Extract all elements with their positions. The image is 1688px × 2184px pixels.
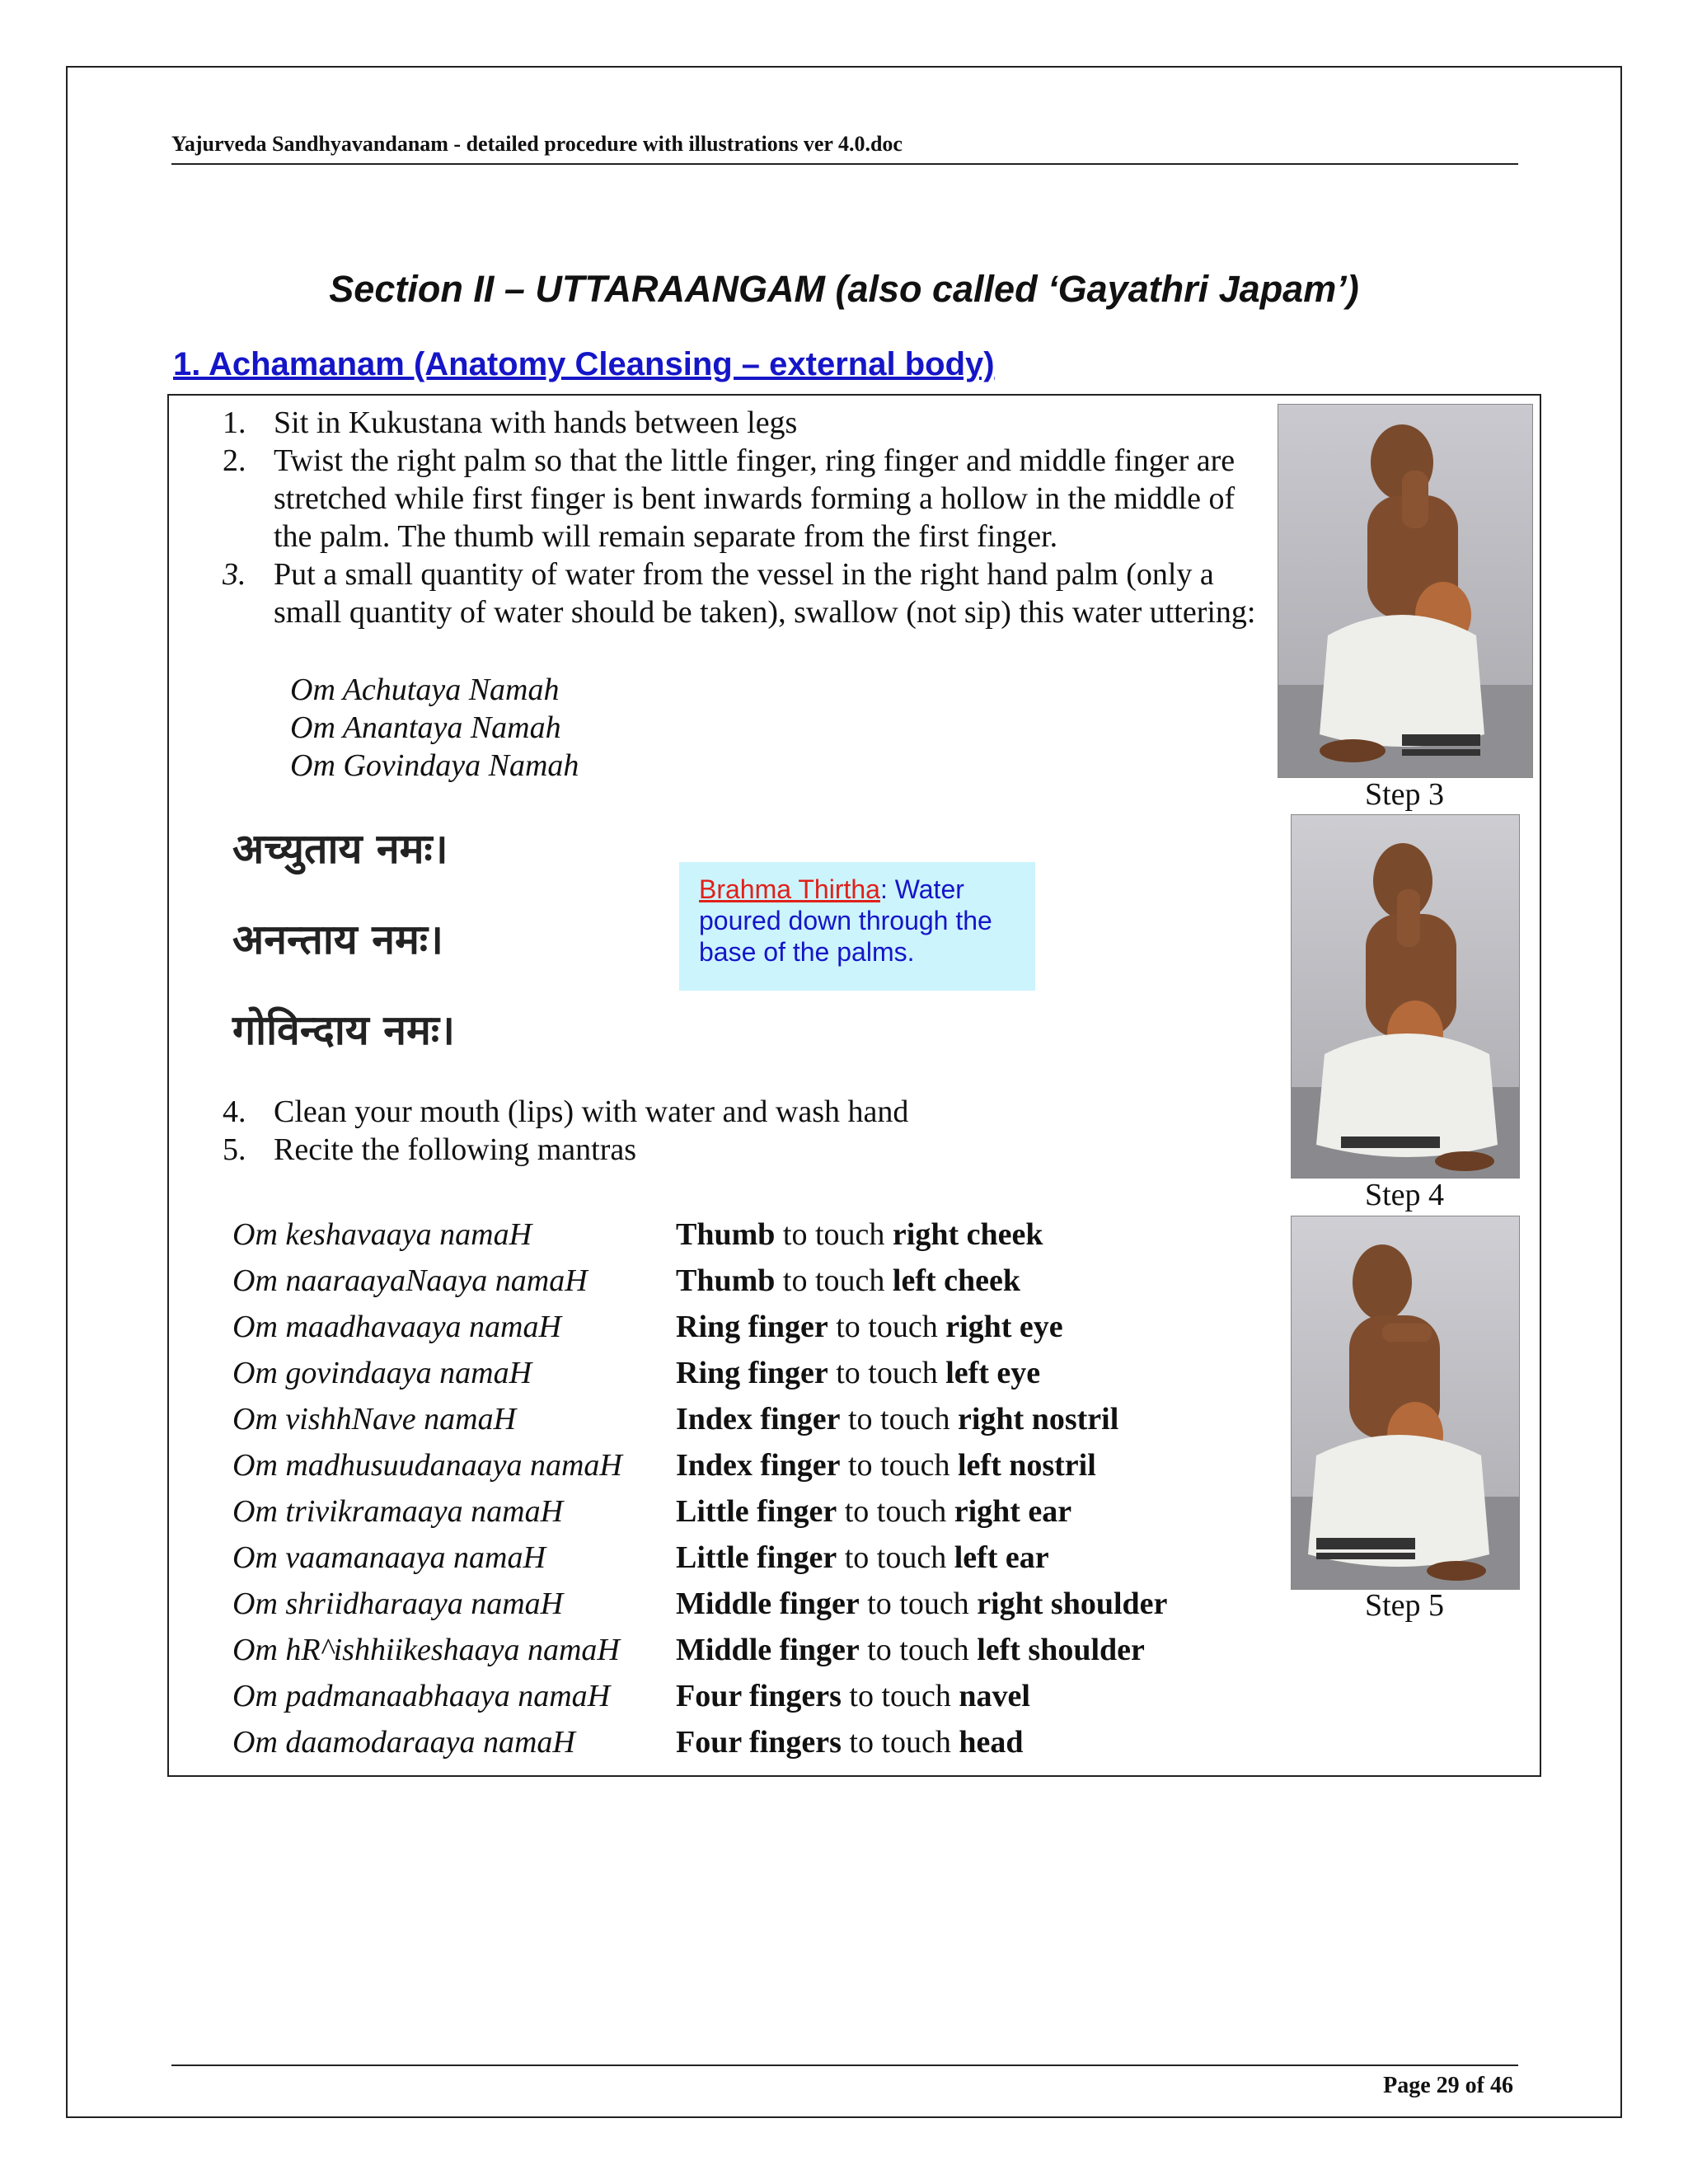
touch-verb: to touch xyxy=(840,1402,958,1436)
touch-finger: Thumb xyxy=(676,1263,776,1298)
touch-verb: to touch xyxy=(859,1586,978,1621)
touch-action xyxy=(676,1447,1096,1483)
table-row xyxy=(232,1258,1167,1304)
table-row xyxy=(232,1304,1167,1350)
mantra-line: Om Achutaya Namah xyxy=(290,673,560,707)
table-row xyxy=(232,1488,1167,1535)
section-title: Section II – UTTARAANGAM (also called ‘Gayathri Japam’) xyxy=(329,268,1359,310)
steps-list-later xyxy=(223,1093,908,1169)
touch-mantra: Om trivikramaaya namaH xyxy=(232,1494,564,1529)
devanagari-mantra: अनन्ताय नमः। xyxy=(232,916,443,963)
touch-action xyxy=(676,1355,1040,1391)
step-item xyxy=(223,555,1269,631)
mantra-list xyxy=(290,671,579,785)
touch-action xyxy=(676,1263,1020,1299)
touch-action xyxy=(676,1216,1043,1253)
touch-action xyxy=(676,1540,1049,1576)
step-number: 5. xyxy=(223,1132,246,1167)
step-text: Sit in Kukustana with hands between legs xyxy=(274,405,798,440)
touch-target: right eye xyxy=(945,1310,1063,1344)
step-5-photo xyxy=(1291,1216,1520,1590)
touch-finger: Little finger xyxy=(676,1540,837,1575)
person-illustration-icon xyxy=(1292,815,1519,1178)
touch-finger: Middle finger xyxy=(676,1633,860,1667)
touch-mantra: Om madhusuudanaaya namaH xyxy=(232,1448,622,1483)
step-3-photo xyxy=(1278,404,1533,778)
touch-action xyxy=(676,1401,1118,1437)
touch-verb: to touch xyxy=(841,1679,959,1713)
step-text: Clean your mouth (lips) with water and wash hand xyxy=(274,1094,909,1129)
step-text: Recite the following mantras xyxy=(274,1132,637,1167)
table-row xyxy=(232,1673,1167,1719)
photo-caption: Step 4 xyxy=(1364,1178,1445,1212)
touch-target: right ear xyxy=(954,1494,1072,1529)
table-row xyxy=(232,1719,1167,1765)
step-number: 1. xyxy=(223,405,246,440)
touch-finger: Middle finger xyxy=(676,1586,860,1621)
touch-mantra: Om naaraayaNaaya namaH xyxy=(232,1263,588,1298)
touch-finger: Thumb xyxy=(676,1217,776,1252)
touch-action xyxy=(676,1493,1071,1530)
table-row xyxy=(232,1442,1167,1488)
touch-verb: to touch xyxy=(828,1356,946,1390)
touch-target: left cheek xyxy=(892,1263,1020,1298)
touch-target: left shoulder xyxy=(977,1633,1145,1667)
table-row xyxy=(232,1535,1167,1581)
touch-action xyxy=(676,1632,1145,1668)
touch-finger: Index finger xyxy=(676,1448,841,1483)
touch-target: left ear xyxy=(954,1540,1049,1575)
touch-mantra: Om vishhNave namaH xyxy=(232,1402,517,1436)
touch-finger: Little finger xyxy=(676,1494,837,1529)
header-divider xyxy=(171,163,1518,165)
step-item xyxy=(223,404,1269,442)
table-row xyxy=(232,1396,1167,1442)
touch-verb: to touch xyxy=(840,1448,958,1483)
touch-finger: Four fingers xyxy=(676,1679,842,1713)
devanagari-mantra: अच्युताय नमः। xyxy=(232,825,448,873)
touch-mantra: Om daamodaraaya namaH xyxy=(232,1725,575,1760)
document-header: Yajurveda Sandhyavandanam - detailed procedure with illustrations ver 4.0.doc xyxy=(171,132,903,156)
step-number: 4. xyxy=(223,1094,246,1129)
touch-mantra: Om shriidharaaya namaH xyxy=(232,1586,564,1621)
touch-mantra: Om hR^ishhiikeshaaya namaH xyxy=(232,1633,620,1667)
touch-target: head xyxy=(959,1725,1024,1760)
step-item xyxy=(223,1093,908,1131)
touch-target: left eye xyxy=(945,1356,1041,1390)
touch-mantra: Om maadhavaaya namaH xyxy=(232,1310,561,1344)
table-row xyxy=(232,1212,1167,1258)
touch-finger: Index finger xyxy=(676,1402,841,1436)
brahma-thirtha-callout xyxy=(679,862,1035,991)
touch-verb: to touch xyxy=(828,1310,946,1344)
callout-text: Water poured down through the base of the palms. xyxy=(699,874,992,967)
step-number: 2. xyxy=(223,443,246,478)
touch-table xyxy=(232,1212,1167,1765)
callout-term: Brahma Thirtha xyxy=(699,874,880,904)
touch-mantra: Om govindaaya namaH xyxy=(232,1356,532,1390)
touch-finger: Ring finger xyxy=(676,1356,828,1390)
touch-verb: to touch xyxy=(775,1263,893,1298)
touch-mantra: Om vaamanaaya namaH xyxy=(232,1540,546,1575)
person-illustration-icon xyxy=(1278,405,1532,777)
step-text: Twist the right palm so that the little finger, ring finger and middle finger are stretched while first finger is bent inwards forming a hollow in the middle of the palm. The thumb will remain separate from the first finger. xyxy=(274,443,1236,554)
person-illustration-icon xyxy=(1292,1216,1519,1589)
touch-verb: to touch xyxy=(837,1494,954,1529)
touch-action xyxy=(676,1309,1063,1345)
step-number: 3. xyxy=(223,557,246,592)
mantra-line: Om Anantaya Namah xyxy=(290,710,561,745)
touch-target: right nostril xyxy=(957,1402,1119,1436)
step-text: Put a small quantity of water from the vessel in the right hand palm (only a small quantity of water should be taken), swallow (not sip) this water uttering: xyxy=(274,557,1256,630)
touch-action xyxy=(676,1678,1030,1714)
touch-target: navel xyxy=(959,1679,1030,1713)
devanagari-mantra: गोविन्दाय नमः। xyxy=(232,1006,455,1054)
step-item xyxy=(223,1131,908,1169)
table-row xyxy=(232,1627,1167,1673)
callout-colon: : xyxy=(879,874,888,904)
photo-caption: Step 3 xyxy=(1364,777,1445,812)
photo-caption: Step 5 xyxy=(1364,1588,1445,1623)
touch-action xyxy=(676,1586,1167,1622)
touch-target: right shoulder xyxy=(977,1586,1168,1621)
touch-finger: Four fingers xyxy=(676,1725,842,1760)
table-row xyxy=(232,1581,1167,1627)
mantra-line: Om Govindaya Namah xyxy=(290,748,579,783)
footer-divider xyxy=(171,2064,1518,2066)
page-number: Page 29 of 46 xyxy=(1383,2073,1513,2098)
touch-target: left nostril xyxy=(957,1448,1096,1483)
step-item xyxy=(223,442,1269,555)
step-4-photo xyxy=(1291,814,1520,1179)
touch-verb: to touch xyxy=(775,1217,893,1252)
touch-verb: to touch xyxy=(859,1633,978,1667)
sub-heading: 1. Achamanam (Anatomy Cleansing – external body) xyxy=(173,346,995,382)
touch-target: right cheek xyxy=(892,1217,1043,1252)
touch-mantra: Om keshavaaya namaH xyxy=(232,1217,532,1252)
touch-action xyxy=(676,1724,1024,1760)
touch-finger: Ring finger xyxy=(676,1310,828,1344)
touch-verb: to touch xyxy=(841,1725,959,1760)
table-row xyxy=(232,1350,1167,1396)
steps-list xyxy=(223,404,1269,631)
touch-mantra: Om padmanaabhaaya namaH xyxy=(232,1679,611,1713)
touch-verb: to touch xyxy=(837,1540,954,1575)
